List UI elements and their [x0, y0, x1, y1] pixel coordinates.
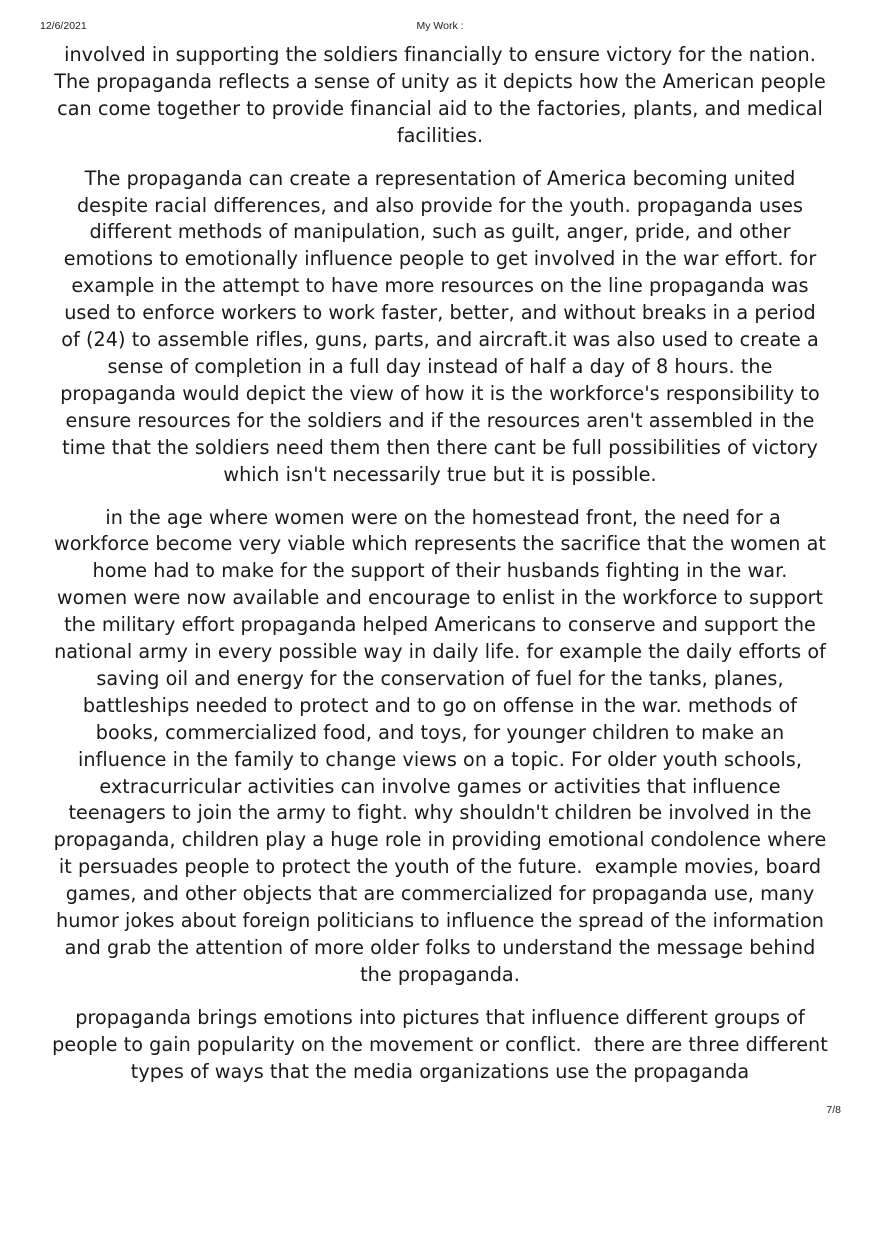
paragraph-3: in the age where women were on the homestead front, the need for a workforce become very viable which represents the sacrifice that the women at home had to make for the support of their husbands fighting in the war. women were now available and encourage to enlist in the workforce to support the military effort propaganda helped Americans to conserve and support the national army in every possible way in daily life. for example the daily efforts of saving oil and energy for the conservation of fuel for the tanks, planes, battleships needed to protect and to go on offense in the war. methods of books, commercialized food, and toys, for younger children to make an influence in the family to change views on a topic. For older youth schools, extracurricular activities can involve games or activities that influence teenagers to join the army to fight. why shouldn't children be involved in the propaganda, children play a huge role in providing emotional condolence where it persuades people to protect the youth of the future. example movies, board games, and other objects that are commercialized for propaganda use, many humor jokes about foreign politicians to influence the spread of the information and grab the attention of more older folks to understand the message behind the propaganda. — [53, 505, 833, 986]
paragraph-4: propaganda brings emotions into pictures that influence different groups of people to gain popularity on the movement or conflict. there are three different types of ways that the media organizations use the propaganda — [52, 1005, 834, 1083]
document-body — [52, 42, 834, 1102]
print-page-title: My Work : — [416, 20, 464, 32]
page-number: 7/8 — [826, 1104, 841, 1116]
print-date: 12/6/2021 — [40, 20, 87, 32]
paragraph-2: The propaganda can create a representation of America becoming united despite racial differences, and also provide for the youth. propaganda uses different methods of manipulation, such as guilt, anger, pride, and other emotions to emotionally influence people to get involved in the war effort. for example in the attempt to have more resources on the line propaganda was used to enforce workers to work faster, better, and without breaks in a period of (24) to assemble rifles, guns, parts, and aircraft.it was also used to create a sense of completion in a full day instead of half a day of 8 hours. the propaganda would depict the view of how it is the workforce's responsibility to ensure resources for the soldiers and if the resources aren't assembled in the time that the soldiers need them then there cant be full possibilities of victory which isn't necessarily true but it is possible. — [60, 166, 826, 486]
print-header — [0, 20, 880, 34]
paragraph-1: involved in supporting the soldiers financially to ensure victory for the nation. The propaganda reflects a sense of unity as it depicts how the American people can come together to provide financial aid to the factories, plants, and medical facilities. — [54, 43, 832, 147]
